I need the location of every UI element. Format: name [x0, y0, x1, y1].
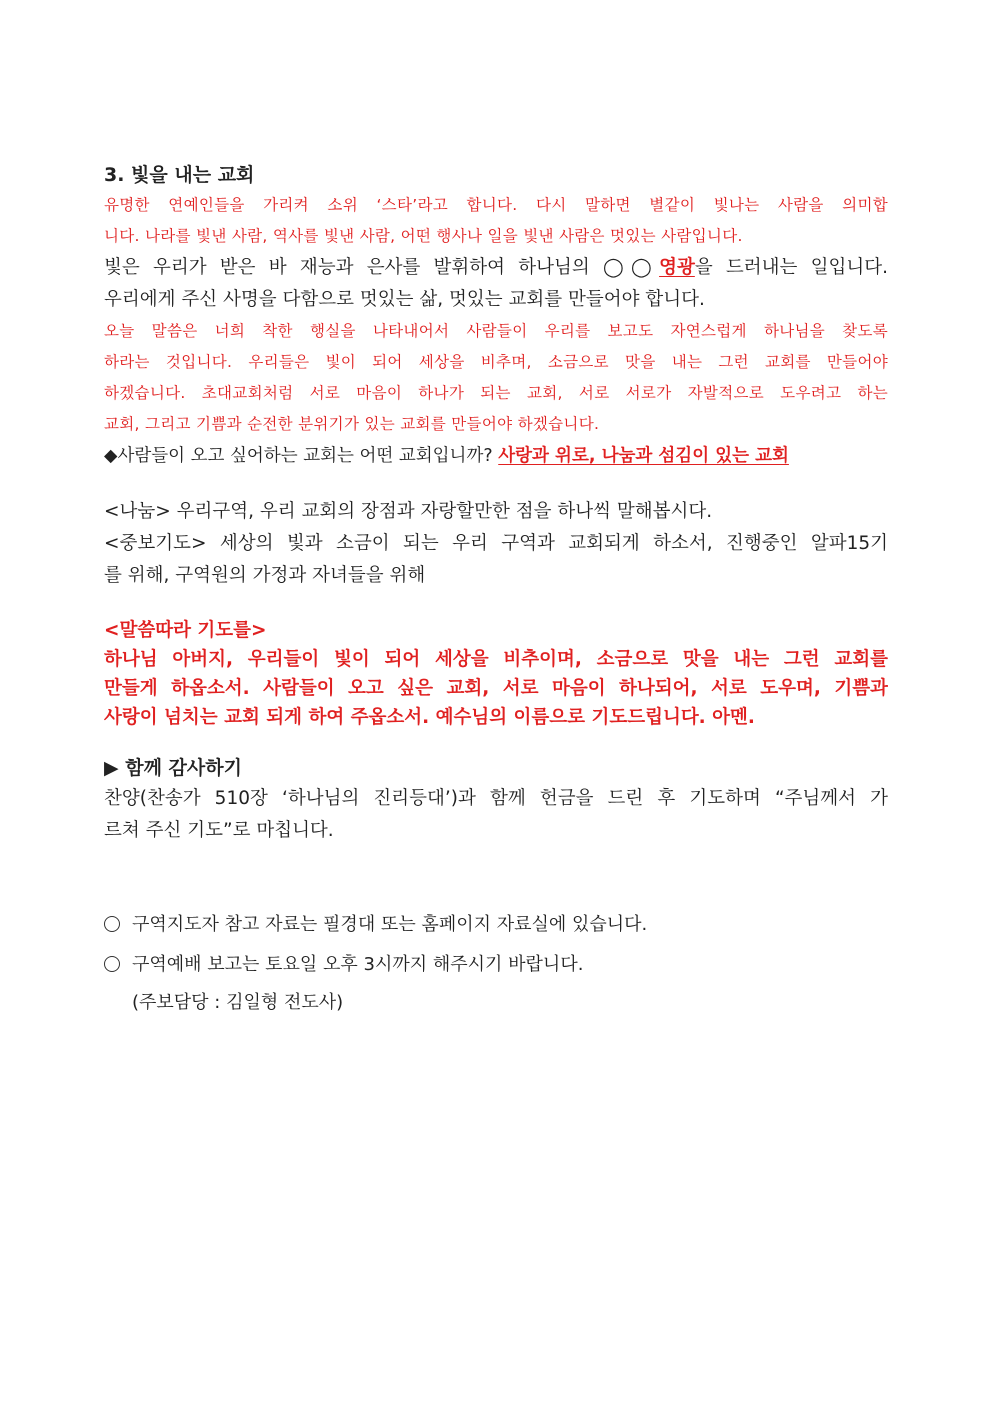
- notice-item: [104, 905, 888, 945]
- section-title: 3. 빛을 내는 교회: [104, 164, 255, 186]
- thanks-line: 르쳐 주신 기도”로 마칩니다.: [104, 820, 334, 841]
- thanks-heading: ▶ 함께 감사하기: [104, 757, 242, 779]
- intercession-line: <중보기도> 세상의 빛과 소금이 되는 우리 구역과 교회되게 하소서, 진행중인 알파15기: [104, 533, 888, 554]
- question-answer: 사랑과 위로, 나눔과 섬김이 있는 교회: [498, 446, 789, 466]
- message-line: 교회, 그리고 기쁨과 순전한 분위기가 있는 교회를 만들어야 하겠습니다.: [104, 415, 600, 433]
- body-line: 우리에게 주신 사명을 다함으로 멋있는 삶, 멋있는 교회를 만들어야 합니다.: [104, 289, 705, 310]
- bulletin-credit: (주보담당 : 김일형 전도사): [132, 992, 344, 1013]
- notice-text: 구역지도자 참고 자료는 필경대 또는 홈페이지 자료실에 있습니다.: [132, 914, 648, 935]
- word-prayer-line: 하나님 아버지, 우리들이 빛이 되어 세상을 비추이며, 소금으로 맛을 내는 그런 교회를: [104, 649, 888, 670]
- intro-line: 니다. 나라를 빛낸 사람, 역사를 빛낸 사람, 어떤 행사나 일을 빛낸 사람은 멋있는 사람입니다.: [104, 227, 743, 245]
- intercession-line: 를 위해, 구역원의 가정과 자녀들을 위해: [104, 565, 426, 586]
- message-line: 하겠습니다. 초대교회처럼 서로 마음이 하나가 되는 교회, 서로 서로가 자발적으로 도우려고 하는: [104, 384, 888, 402]
- word-prayer-heading: <말씀따라 기도를>: [104, 620, 267, 641]
- intro-line: 유명한 연예인들을 가리켜 소위 ‘스타’라고 합니다. 다시 말하면 별같이 빛나는 사람을 의미합: [104, 196, 888, 214]
- word-prayer-line: 사랑이 넘치는 교회 되게 하여 주옵소서. 예수님의 이름으로 기도드립니다. 아멘.: [104, 707, 755, 728]
- notice-item: [104, 945, 888, 985]
- body-line-prefix: 빛은 우리가 받은 바 재능과 은사를 발휘하여 하나님의 ◯◯: [104, 257, 660, 278]
- notice-text: 구역예배 보고는 토요일 오후 3시까지 해주시기 바랍니다.: [132, 954, 584, 975]
- glory-emphasis: 영광: [659, 257, 695, 278]
- body-line-suffix: 을 드러내는 일입니다.: [694, 257, 888, 278]
- thanks-line: 찬양(찬송가 510장 ‘하나님의 진리등대’)과 함께 헌금을 드린 후 기도하며 “주님께서 가: [104, 788, 888, 809]
- message-line: 오늘 말씀은 너희 착한 행실을 나타내어서 사람들이 우리를 보고도 자연스럽게 하나님을 찾도록: [104, 322, 888, 340]
- circle-bullet-icon: [104, 916, 120, 932]
- document-content: [104, 160, 888, 1021]
- body-line: [104, 252, 888, 284]
- circle-bullet-icon: [104, 956, 120, 972]
- message-line: 하라는 것입니다. 우리들은 빛이 되어 세상을 비추며, 소금으로 맛을 내는 그런 교회를 만들어야: [104, 353, 888, 371]
- nanum-line: <나눔> 우리구역, 우리 교회의 장점과 자랑할만한 점을 하나씩 말해봅시다.: [104, 501, 713, 522]
- word-prayer-line: 만들게 하옵소서. 사람들이 오고 싶은 교회, 서로 마음이 하나되어, 서로 도우며, 기쁨과: [104, 678, 888, 699]
- question-line: [104, 440, 888, 472]
- question-text: ◆사람들이 오고 싶어하는 교회는 어떤 교회입니까?: [104, 446, 499, 466]
